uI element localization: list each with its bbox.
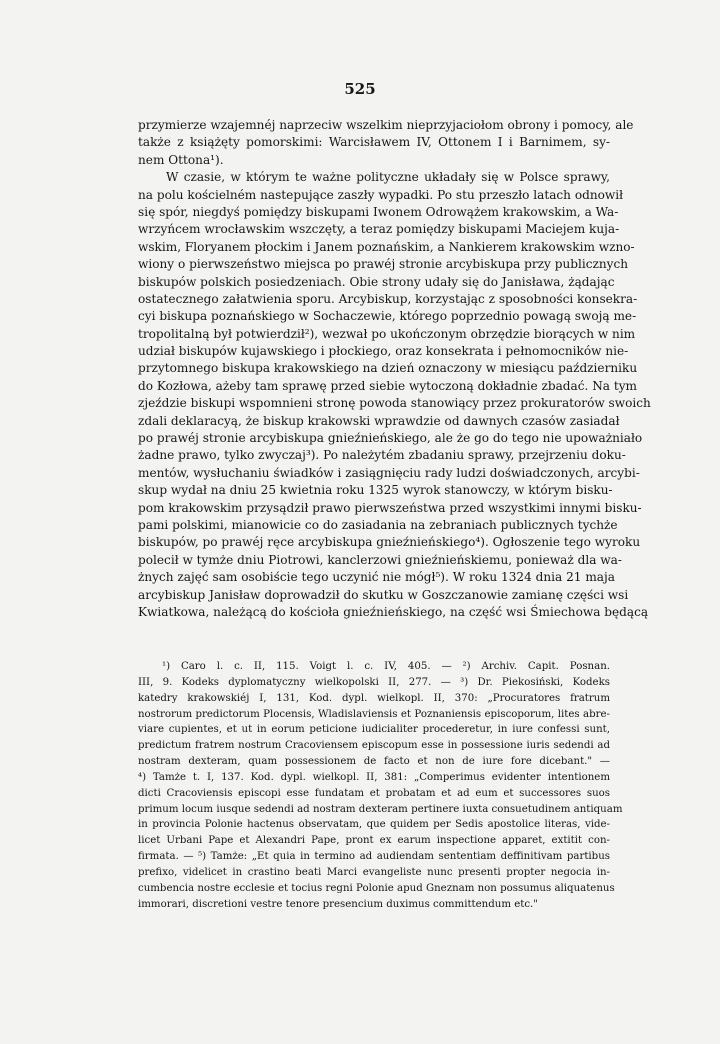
body-line: nem Ottona¹). <box>138 152 224 167</box>
body-line: wskim, Floryanem płockim i Janem poznańskim, a Nankierem krakowskim wzno- <box>138 239 635 254</box>
body-line: na polu kościelném nastepujące zaszły wypadki. Po stu przeszło latach odnowił <box>138 187 624 202</box>
body-line: arcybiskup Janisław doprowadził do skutku w Goszczanowie zamianę części wsi <box>138 587 629 602</box>
body-line: mentów, wysłuchaniu świadków i zasiągnięciu rady ludzi doświadczonych, arcybi- <box>138 465 640 480</box>
body-line: przytomnego biskupa krakowskiego na dzień oznaczony w miesiącu październiku <box>138 361 638 376</box>
footnote-line: firmata. — ⁵) Tamże: „Et quia in termino ad audiendam sententiam deffinitivam partibus <box>138 851 610 863</box>
page-number: 525 <box>344 80 376 98</box>
body-line: przymierze wzajemnéj naprzeciw wszelkim nieprzyjaciołom obrony i pomocy, ale <box>138 118 634 132</box>
footnote-line: katedry krakowskiéj I, 131, Kod. dypl. wielkopl. II, 370: „Procuratores fratrum <box>138 692 610 704</box>
body-line: udział biskupów kujawskiego i płockiego, oraz konsekrata i pełnomocników nie- <box>138 344 629 359</box>
footnote-line: ⁴) Tamże t. I, 137. Kod. dypl. wielkopl. II, 381: „Comperimus evidenter intentionem <box>138 771 610 783</box>
footnote-line: predictum fratrem nostrum Cracoviensem episcopum esse in possessione iuris sedendi ad <box>138 740 610 752</box>
body-line: żadne prawo, tylko zwyczaj³). Po należytém zbadaniu sprawy, przejrzeniu doku- <box>138 448 626 463</box>
body-line: wiony o pierwszeństwo miejsca po prawéj stronie arcybiskupa przy publicznych <box>138 257 629 272</box>
body-line: tropolitalną był potwierdził²), wezwał po ukończonym obrzędzie biorących w nim <box>138 326 636 341</box>
body-line: polecił w tymże dniu Piotrowi, kanclerzowi gnieźnieńskiemu, ponieważ dla wa- <box>138 552 622 567</box>
body-line: pom krakowskim przysądził prawo pierwszeństwa przed wszystkimi innymi bisku- <box>138 500 642 515</box>
body-text <box>138 117 651 621</box>
body-line: ostatecznego załatwienia sporu. Arcybiskup, korzystając z sposobności konsekra- <box>138 291 638 306</box>
body-line: wrzyńcem wrocławskim wszczęty, a teraz pomiędzy biskupami Maciejem kuja- <box>138 222 620 237</box>
body-line: do Kozłowa, ażeby tam sprawę przed siebie wytoczoną dokładnie zbadać. Na tym <box>138 378 638 393</box>
footnote-line: dicti Cracoviensis episcopi esse fundatam et probatam et ad eum et successores suos <box>138 787 610 799</box>
body-line: zdali deklaracyą, że biskup krakowski wprawdzie od dawnych czasów zasiadał <box>138 413 620 428</box>
footnote-line: nostrorum predictorum Plocensis, Wladislaviensis et Poznaniensis episcoporum, lites abre- <box>138 708 610 720</box>
footnote-line: nostram dexteram, quam possessionem de facto et non de iure fore dicebant." — <box>138 756 610 768</box>
footnote-line: viare cupientes, et ut in eorum peticione iudicialiter procederetur, in iure confessi sunt, <box>138 724 610 736</box>
body-line: W czasie, w którym te ważne polityczne układały się w Polsce sprawy, <box>166 170 610 185</box>
body-line: biskupów, po prawéj ręce arcybiskupa gnieźnieńskiego⁴). Ogłoszenie tego wyroku <box>138 535 641 550</box>
body-line: żnych zajęć sam osobiście tego uczynić nie mógł⁵). W roku 1324 dnia 21 maja <box>138 570 615 585</box>
body-line: cyi biskupa poznańskiego w Sochaczewie, którego poprzednio powagą swoją me- <box>138 309 637 324</box>
body-line: po prawéj stronie arcybiskupa gnieźnieńskiego, ale że go do tego nie upoważniało <box>138 431 643 446</box>
body-line: pami polskimi, mianowicie co do zasiadania na zebraniach publicznych tychże <box>138 517 618 532</box>
footnotes <box>138 659 623 913</box>
body-line: Kwiatkowa, należącą do kościoła gnieźnieńskiego, na część wsi Śmiechowa będącą <box>138 604 649 619</box>
footnote-line: III, 9. Kodeks dyplomatyczny wielkopolski II, 277. — ³) Dr. Piekosiński, Kodeks <box>138 676 610 688</box>
footnote-line: licet Urbani Pape et Alexandri Pape, pront ex earum inspectione apparet, extitit con- <box>138 835 610 847</box>
footnote-line: immorari, discretioni vestre tenore presencium duximus committendum etc." <box>138 898 538 910</box>
body-line: biskupów polskich posiedzeniach. Obie strony udały się do Janisława, żądając <box>138 274 615 289</box>
footnote-line: cumbencia nostre ecclesie et tocius regni Polonie apud Gneznam non possumus aliquatenus <box>138 882 615 894</box>
body-line: się spór, niegdyś pomiędzy biskupami Iwonem Odrowążem krakowskim, a Wa- <box>138 204 619 219</box>
footnote-line: in provincia Polonie hactenus observatam, que quidem per Sedis apostolice literas, vide- <box>138 819 610 831</box>
footnote-line: ¹) Caro l. c. II, 115. Voigt l. c. IV, 405. — ²) Archiv. Capit. Posnan. <box>162 661 610 672</box>
body-line: zjeździe biskupi wspomnieni stronę powoda stanowiący przez prokuratorów swoich <box>138 396 651 411</box>
footnote-line: primum locum iusque sedendi ad nostram dexteram pertinere iuxta consuetudinem antiquam <box>138 803 623 815</box>
body-line: skup wydał na dniu 25 kwietnia roku 1325 wyrok stanowczy, w którym bisku- <box>138 483 613 498</box>
footnote-line: prefixo, videlicet in crastino beati Marci evangeliste nunc presenti propter negocia in- <box>138 866 610 878</box>
body-line: także z książęty pomorskimi: Warcisławem IV, Ottonem I i Barnimem, sy- <box>138 135 610 150</box>
